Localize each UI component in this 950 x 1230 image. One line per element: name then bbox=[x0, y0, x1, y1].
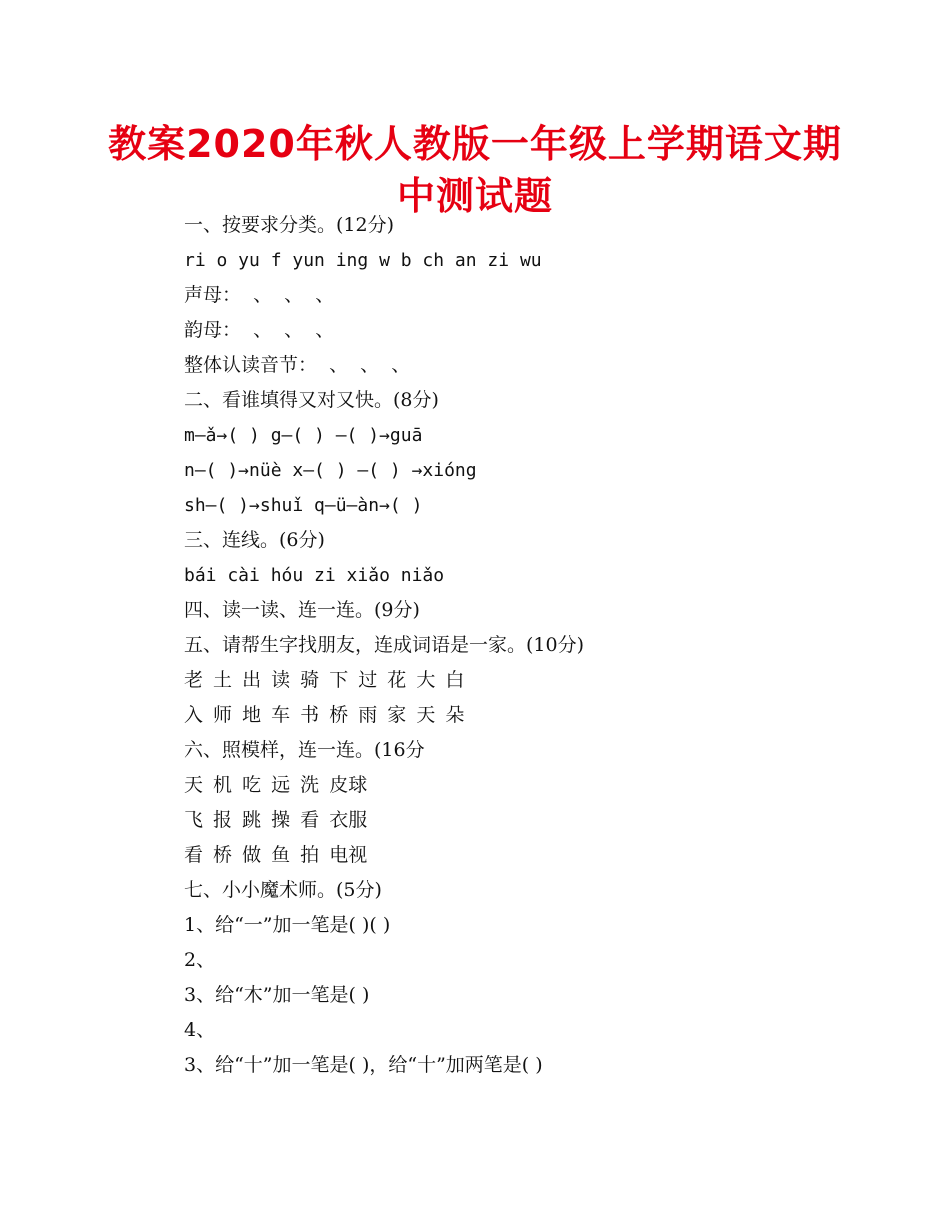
whole-syllables-row: 整体认读音节： 、 、 、 bbox=[184, 354, 411, 376]
matching-pinyin-row: bái cài hóu zi xiǎo niǎo bbox=[184, 565, 445, 586]
section-5-heading: 五、请帮生字找朋友，连成词语是一家。(10分) bbox=[184, 634, 585, 656]
title-line-2: 中测试题 bbox=[396, 174, 553, 218]
character-row-1: 老 土 出 读 骑 下 过 花 大 白 bbox=[184, 669, 465, 691]
character-row-2: 入 师 地 车 书 桥 雨 家 天 朵 bbox=[184, 704, 465, 726]
question-3: 3、给“木”加一笔是( ) bbox=[184, 984, 370, 1006]
question-1: 1、给“一”加一笔是( )( ) bbox=[184, 914, 391, 936]
initials-row: 声母： 、 、 、 bbox=[184, 284, 335, 306]
question-4: 4、 bbox=[184, 1019, 216, 1041]
spelling-row-3: sh—( )→shuǐ q—ü—àn→( ) bbox=[184, 495, 423, 516]
section-1-heading: 一、按要求分类。(12分) bbox=[184, 214, 395, 236]
word-row-2: 飞 报 跳 操 看 衣服 bbox=[184, 809, 368, 831]
document-title bbox=[0, 118, 950, 222]
section-3-heading: 三、连线。(6分) bbox=[184, 529, 325, 551]
document-body bbox=[184, 208, 884, 1083]
word-row-1: 天 机 吃 远 洗 皮球 bbox=[184, 774, 368, 796]
pinyin-list: ri o yu f yun ing w b ch an zi wu bbox=[184, 250, 542, 271]
section-2-heading: 二、看谁填得又对又快。(8分) bbox=[184, 389, 439, 411]
section-7-heading: 七、小小魔术师。(5分) bbox=[184, 879, 382, 901]
section-6-heading: 六、照模样，连一连。(16分 bbox=[184, 739, 425, 761]
title-line-1: 教案2020年秋人教版一年级上学期语文期 bbox=[108, 122, 842, 166]
question-2: 2、 bbox=[184, 949, 216, 971]
word-row-3: 看 桥 做 鱼 拍 电视 bbox=[184, 844, 368, 866]
finals-row: 韵母： 、 、 、 bbox=[184, 319, 335, 341]
spelling-row-2: n—( )→nüè x—( ) —( ) →xióng bbox=[184, 460, 477, 481]
section-4-heading: 四、读一读、连一连。(9分) bbox=[184, 599, 420, 621]
spelling-row-1: m—ǎ→( ) g—( ) —( )→guā bbox=[184, 425, 423, 446]
question-5: 3、给“十”加一笔是( )，给“十”加两笔是( ) bbox=[184, 1054, 543, 1076]
